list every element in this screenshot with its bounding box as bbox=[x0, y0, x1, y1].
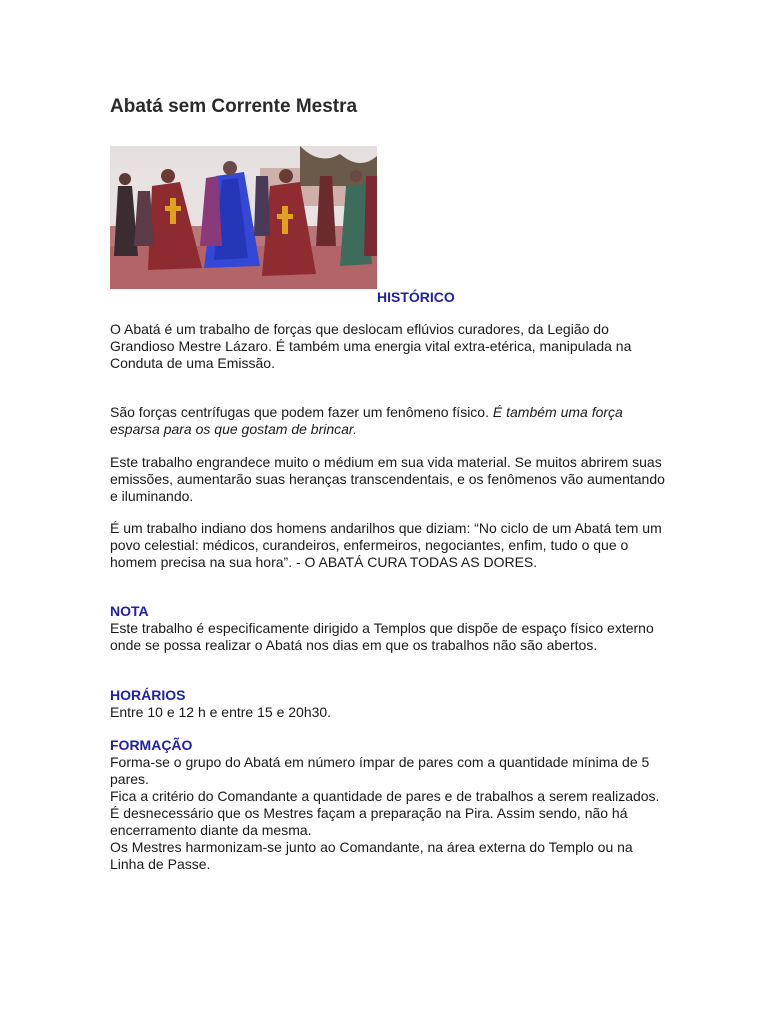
historico-paragraph-4: É um trabalho indiano dos homens andarilhos que diziam: “No ciclo de um Abatá tem um povo celestial: médicos, curandeiros, enfermeiros, negociantes, enfim, tudo o que o homem precisa na sua hora”. - O ABATÁ CURA TODAS AS DORES. bbox=[110, 520, 662, 570]
formacao-heading: FORMAÇÃO bbox=[110, 737, 193, 753]
historico-heading-wrap bbox=[377, 289, 455, 306]
formacao-line-4: Os Mestres harmonizam-se junto ao Comandante, na área externa do Templo ou na Linha de Passe. bbox=[110, 839, 633, 872]
horarios-heading: HORÁRIOS bbox=[110, 687, 186, 703]
horarios-text: Entre 10 e 12 h e entre 15 e 20h30. bbox=[110, 704, 332, 720]
formacao-line-3: É desnecessário que os Mestres façam a preparação na Pira. Assim sendo, não há encerramento diante da mesma. bbox=[110, 805, 628, 838]
ritual-photo-image bbox=[110, 146, 377, 289]
nota-section bbox=[110, 603, 666, 654]
horarios-section bbox=[110, 687, 666, 721]
nota-heading: NOTA bbox=[110, 603, 149, 619]
historico-paragraph-2-italic: É também uma força esparsa para os que gostam de brincar. bbox=[110, 404, 623, 437]
historico-paragraph-2 bbox=[110, 404, 666, 438]
nota-text: Este trabalho é especificamente dirigido a Templos que dispõe de espaço físico externo onde se possa realizar o Abatá nos dias em que os trabalhos não são abertos. bbox=[110, 620, 654, 653]
formacao-line-1: Forma-se o grupo do Abatá em número ímpar de pares com a quantidade mínima de 5 pares. bbox=[110, 754, 650, 787]
historico-paragraph-2-normal: São forças centrífugas que podem fazer um fenômeno físico. bbox=[110, 404, 493, 420]
page-title: Abatá sem Corrente Mestra bbox=[110, 96, 358, 117]
historico-paragraph-1: O Abatá é um trabalho de forças que deslocam eflúvios curadores, da Legião do Grandioso Mestre Lázaro. É também uma energia vital extra-etérica, manipulada na Conduta de uma Emissão. bbox=[110, 321, 632, 371]
ritual-photo bbox=[110, 146, 377, 289]
historico-heading: HISTÓRICO bbox=[377, 289, 455, 305]
historico-paragraph-3: Este trabalho engrandece muito o médium em sua vida material. Se muitos abrirem suas emissões, aumentarão suas heranças transcendentais, e os fenômenos vão aumentando e iluminando. bbox=[110, 454, 665, 504]
formacao-line-2: Fica a critério do Comandante a quantidade de pares e de trabalhos a serem realizados. bbox=[110, 788, 660, 804]
formacao-section bbox=[110, 737, 666, 873]
